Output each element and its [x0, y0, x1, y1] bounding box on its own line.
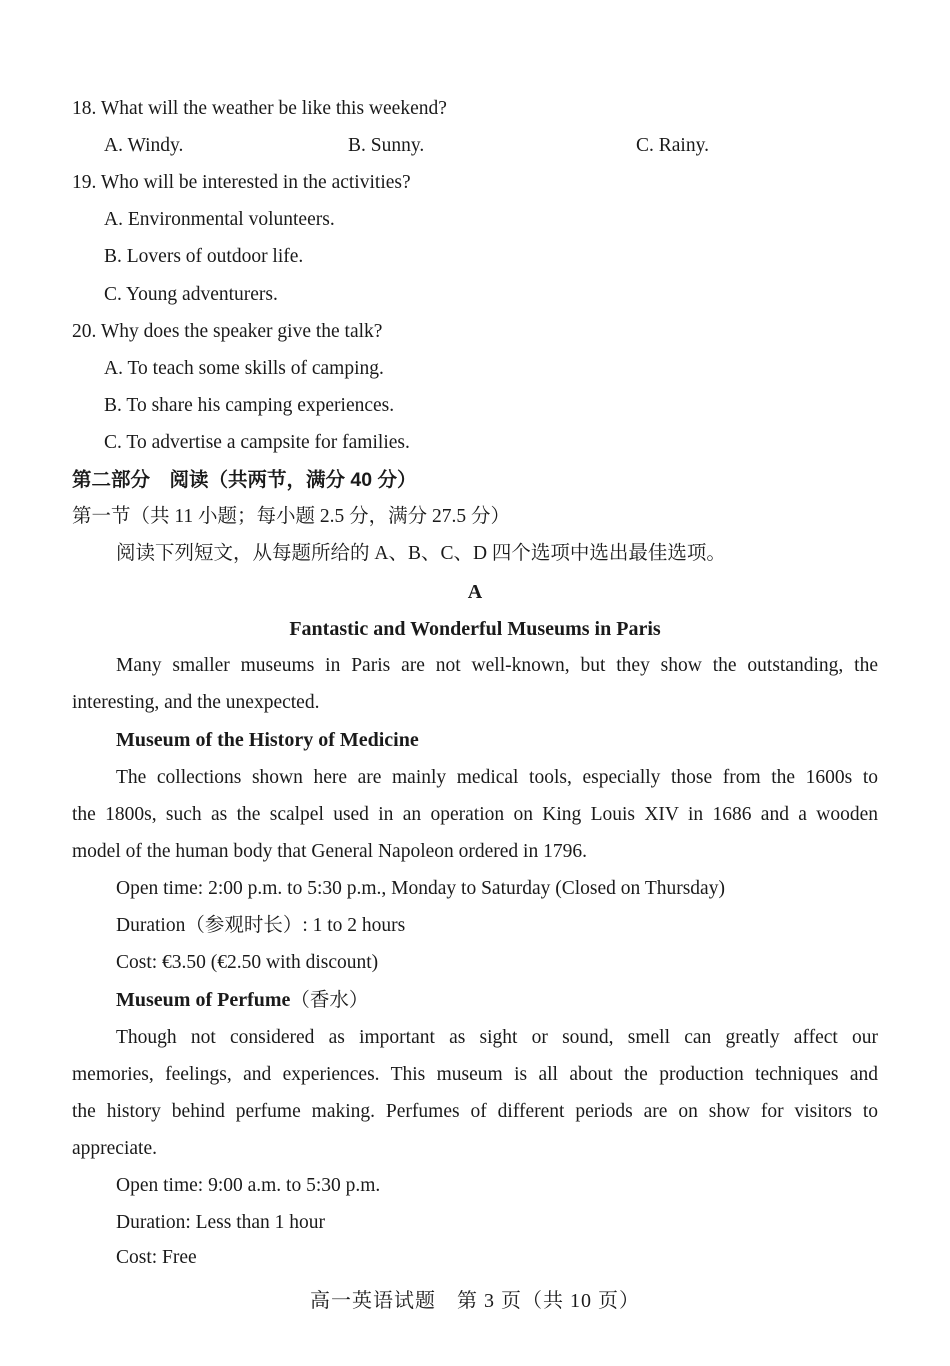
- museum2-open-time: Open time: 9:00 a.m. to 5:30 p.m.: [116, 1175, 381, 1196]
- question-19-option-c: C. Young adventurers.: [104, 284, 278, 305]
- museum2-desc-line-4: appreciate.: [72, 1138, 157, 1159]
- museum1-name: Museum of the History of Medicine: [116, 729, 419, 751]
- question-20-option-a: A. To teach some skills of camping.: [104, 358, 384, 379]
- museum1-desc-line-3: model of the human body that General Napoleon ordered in 1796.: [72, 841, 587, 862]
- intro-line-1: Many smaller museums in Paris are not well-known, but they show the outstanding, the: [116, 655, 878, 676]
- question-19-stem: 19. Who will be interested in the activities?: [72, 172, 411, 193]
- museum1-open-time: Open time: 2:00 p.m. to 5:30 p.m., Monday to Saturday (Closed on Thursday): [116, 878, 725, 899]
- section1-heading: 第一节（共 11 小题；每小题 2.5 分，满分 27.5 分）: [72, 506, 511, 527]
- question-18-option-b: B. Sunny.: [348, 135, 425, 156]
- question-20-option-c: C. To advertise a campsite for families.: [104, 432, 410, 453]
- passage-letter: A: [467, 581, 483, 603]
- museum2-cost: Cost: Free: [116, 1247, 197, 1268]
- museum1-desc-line-1: The collections shown here are mainly medical tools, especially those from the 1600s to: [116, 767, 878, 788]
- museum1-duration: Duration（参观时长）: 1 to 2 hours: [116, 915, 406, 936]
- museum2-duration: Duration: Less than 1 hour: [116, 1212, 326, 1233]
- reading-instruction: 阅读下列短文，从每题所给的 A、B、C、D 四个选项中选出最佳选项。: [116, 543, 726, 564]
- question-18-option-c: C. Rainy.: [636, 135, 709, 156]
- museum1-cost: Cost: €3.50 (€2.50 with discount): [116, 952, 379, 973]
- museum2-desc-line-3: the history behind perfume making. Perfumes of different periods are on show for visitors to: [72, 1101, 878, 1122]
- question-20-option-b: B. To share his camping experiences.: [104, 395, 395, 416]
- museum2-desc-line-1: Though not considered as important as sight or sound, smell can greatly affect our: [116, 1027, 878, 1048]
- intro-line-2: interesting, and the unexpected.: [72, 692, 320, 713]
- museum2-heading: [116, 988, 368, 1013]
- museum2-name-note: （香水）: [290, 990, 369, 1011]
- question-20-stem: 20. Why does the speaker give the talk?: [72, 321, 383, 342]
- question-18-option-a: A. Windy.: [104, 135, 184, 156]
- passage-title: Fantastic and Wonderful Museums in Paris: [289, 618, 661, 640]
- question-18-stem: 18. What will the weather be like this weekend?: [72, 98, 447, 119]
- question-19-option-a: A. Environmental volunteers.: [104, 209, 335, 230]
- museum2-name: Museum of Perfume: [116, 989, 291, 1011]
- part2-heading: 第二部分 阅读（共两节，满分 40 分）: [72, 469, 417, 491]
- question-19-option-b: B. Lovers of outdoor life.: [104, 246, 304, 267]
- page-footer: 高一英语试题 第 3 页（共 10 页）: [310, 1290, 640, 1312]
- museum1-desc-line-2: the 1800s, such as the scalpel used in an operation on King Louis XIV in 1686 and a wooden: [72, 804, 878, 825]
- museum2-desc-line-2: memories, feelings, and experiences. This museum is all about the production techniques and: [72, 1064, 878, 1085]
